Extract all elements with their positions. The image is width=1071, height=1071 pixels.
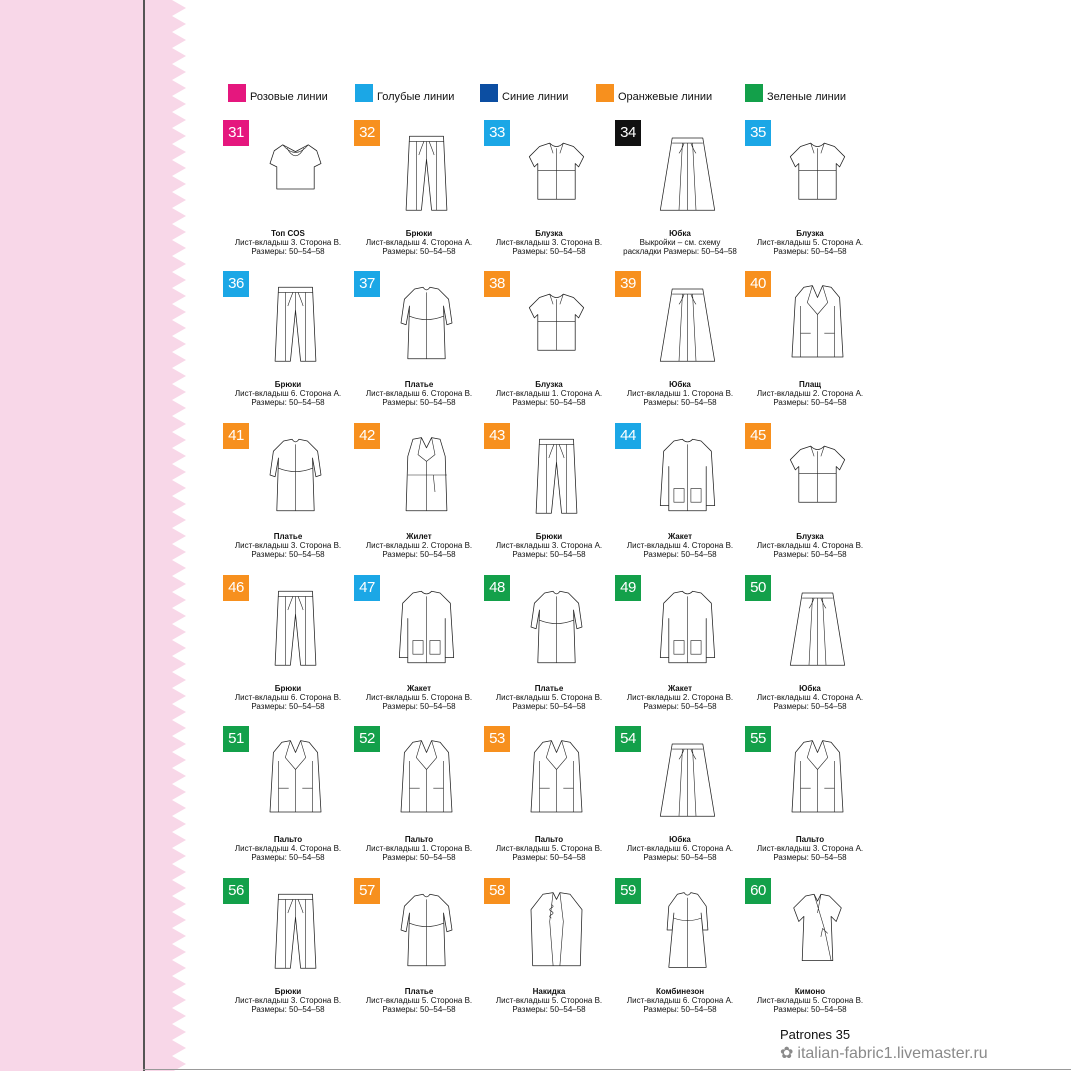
legend-label: Зеленые линии	[767, 91, 847, 103]
vest-icon	[384, 425, 469, 525]
magazine-name: Patrones	[780, 1027, 833, 1042]
pattern-item	[354, 423, 474, 563]
item-insert-sheet: Лист-вкладыш 4. Сторона А.	[365, 238, 473, 247]
item-sizes: Размеры: 50–54–58	[512, 550, 586, 559]
item-number-badge: 37	[354, 271, 380, 297]
pattern-item	[615, 575, 735, 715]
item-caption	[223, 835, 353, 862]
pattern-item	[484, 423, 604, 563]
pattern-item	[223, 878, 343, 1018]
legend-label: Синие линии	[502, 91, 569, 103]
item-caption	[354, 380, 484, 407]
legend-swatch	[745, 84, 763, 102]
coat-icon	[514, 728, 599, 828]
item-caption	[615, 835, 745, 862]
pattern-item	[745, 878, 865, 1018]
legend-label: Голубые линии	[377, 91, 455, 103]
item-caption	[745, 532, 875, 559]
pattern-item	[223, 423, 343, 563]
trousers-icon	[514, 425, 599, 525]
item-caption	[615, 532, 745, 559]
item-caption	[484, 684, 614, 711]
item-name: Юбка	[669, 229, 691, 238]
item-insert-sheet: Лист-вкладыш 6. Сторона В.	[234, 693, 342, 702]
item-name: Жакет	[667, 532, 693, 541]
pink-zigzag-border	[0, 0, 190, 1071]
item-caption	[354, 835, 484, 862]
item-name: Топ COS	[271, 229, 305, 238]
blouse-icon	[775, 425, 860, 525]
top-icon	[253, 122, 338, 222]
item-number-badge: 44	[615, 423, 641, 449]
item-name: Пальто	[404, 835, 434, 844]
item-caption	[223, 532, 353, 559]
item-insert-sheet: Лист-вкладыш 4. Сторона А.	[756, 693, 864, 702]
pattern-item	[615, 423, 735, 563]
item-name: Блузка	[535, 229, 563, 238]
blouse-icon	[775, 122, 860, 222]
item-caption	[354, 229, 484, 256]
skirt-icon	[775, 577, 860, 677]
item-sizes: Размеры: 50–54–58	[382, 1005, 456, 1014]
item-number-badge: 50	[745, 575, 771, 601]
item-name: Юбка	[669, 835, 691, 844]
page-bottom-line	[143, 1069, 1071, 1070]
item-caption	[615, 229, 745, 256]
item-insert-sheet: Лист-вкладыш 3. Сторона А.	[756, 844, 864, 853]
item-insert-sheet: Лист-вкладыш 4. Сторона В.	[756, 541, 864, 550]
item-caption	[745, 835, 875, 862]
item-number-badge: 57	[354, 878, 380, 904]
legend-item	[596, 84, 712, 102]
item-sizes: раскладки Размеры: 50–54–58	[623, 247, 737, 256]
item-sizes: Размеры: 50–54–58	[251, 247, 325, 256]
item-name: Блузка	[535, 380, 563, 389]
item-insert-sheet: Лист-вкладыш 5. Сторона В.	[365, 996, 473, 1005]
item-insert-sheet: Лист-вкладыш 6. Сторона В.	[365, 389, 473, 398]
item-number-badge: 32	[354, 120, 380, 146]
item-sizes: Размеры: 50–54–58	[643, 1005, 717, 1014]
pattern-item	[484, 726, 604, 866]
item-insert-sheet: Выкройки – см. схему	[639, 238, 721, 247]
item-name: Блузка	[796, 532, 824, 541]
item-caption	[484, 229, 614, 256]
item-number-badge: 48	[484, 575, 510, 601]
item-number-badge: 46	[223, 575, 249, 601]
pattern-item	[354, 271, 474, 411]
item-caption	[615, 684, 745, 711]
dress-icon	[384, 273, 469, 373]
pattern-item	[354, 120, 474, 260]
item-insert-sheet: Лист-вкладыш 3. Сторона В.	[234, 541, 342, 550]
legend-swatch	[228, 84, 246, 102]
legend-label: Розовые линии	[250, 91, 328, 103]
legend-swatch	[355, 84, 373, 102]
item-sizes: Размеры: 50–54–58	[773, 398, 847, 407]
item-sizes: Размеры: 50–54–58	[643, 550, 717, 559]
pattern-item	[615, 271, 735, 411]
item-sizes: Размеры: 50–54–58	[251, 1005, 325, 1014]
pattern-item	[354, 726, 474, 866]
item-name: Пальто	[534, 835, 564, 844]
item-insert-sheet: Лист-вкладыш 5. Сторона В.	[495, 844, 603, 853]
legend-label: Оранжевые линии	[618, 91, 713, 103]
skirt-icon	[645, 122, 730, 222]
pattern-item	[484, 575, 604, 715]
item-insert-sheet: Лист-вкладыш 3. Сторона В.	[234, 238, 342, 247]
jacket-icon	[384, 577, 469, 677]
pattern-item	[745, 423, 865, 563]
item-sizes: Размеры: 50–54–58	[643, 702, 717, 711]
item-insert-sheet: Лист-вкладыш 2. Сторона В.	[626, 693, 734, 702]
item-caption	[615, 987, 745, 1014]
item-sizes: Размеры: 50–54–58	[643, 853, 717, 862]
item-caption	[484, 380, 614, 407]
watermark-text: italian-fabric1.livemaster.ru	[797, 1045, 988, 1062]
item-caption	[354, 684, 484, 711]
jacket-icon	[645, 577, 730, 677]
trousers-icon	[253, 880, 338, 980]
item-name: Брюки	[405, 229, 433, 238]
item-caption	[484, 835, 614, 862]
item-insert-sheet: Лист-вкладыш 6. Сторона А.	[234, 389, 342, 398]
item-number-badge: 34	[615, 120, 641, 146]
item-number-badge: 38	[484, 271, 510, 297]
item-number-badge: 56	[223, 878, 249, 904]
trousers-icon	[253, 273, 338, 373]
item-caption	[745, 987, 875, 1014]
item-caption	[223, 987, 353, 1014]
item-caption	[745, 684, 875, 711]
trousers-icon	[384, 122, 469, 222]
item-name: Брюки	[274, 684, 302, 693]
item-name: Брюки	[274, 987, 302, 996]
legend-swatch	[480, 84, 498, 102]
item-caption	[615, 380, 745, 407]
coat-icon	[384, 728, 469, 828]
item-sizes: Размеры: 50–54–58	[773, 1005, 847, 1014]
item-name: Пальто	[795, 835, 825, 844]
item-insert-sheet: Лист-вкладыш 4. Сторона В.	[234, 844, 342, 853]
item-caption	[354, 987, 484, 1014]
pattern-item	[354, 878, 474, 1018]
legend-swatch	[596, 84, 614, 102]
coat-icon	[775, 728, 860, 828]
item-sizes: Размеры: 50–54–58	[773, 550, 847, 559]
item-insert-sheet: Лист-вкладыш 6. Сторона А.	[626, 844, 734, 853]
item-sizes: Размеры: 50–54–58	[382, 853, 456, 862]
legend-item	[228, 84, 328, 102]
item-name: Брюки	[535, 532, 563, 541]
item-name: Плащ	[798, 380, 822, 389]
item-number-badge: 47	[354, 575, 380, 601]
item-insert-sheet: Лист-вкладыш 5. Сторона В.	[756, 996, 864, 1005]
pattern-item	[745, 575, 865, 715]
item-caption	[745, 229, 875, 256]
legend-item	[745, 84, 846, 102]
item-insert-sheet: Лист-вкладыш 3. Сторона А.	[495, 541, 603, 550]
item-sizes: Размеры: 50–54–58	[512, 1005, 586, 1014]
pattern-item	[223, 120, 343, 260]
watermark	[780, 1043, 988, 1063]
item-name: Жакет	[406, 684, 432, 693]
item-insert-sheet: Лист-вкладыш 5. Сторона В.	[495, 996, 603, 1005]
item-insert-sheet: Лист-вкладыш 2. Сторона А.	[756, 389, 864, 398]
dress-icon	[253, 425, 338, 525]
item-number-badge: 52	[354, 726, 380, 752]
item-number-badge: 36	[223, 271, 249, 297]
item-name: Жакет	[667, 684, 693, 693]
item-number-badge: 35	[745, 120, 771, 146]
item-insert-sheet: Лист-вкладыш 1. Сторона А.	[495, 389, 603, 398]
item-number-badge: 40	[745, 271, 771, 297]
item-sizes: Размеры: 50–54–58	[773, 247, 847, 256]
pattern-item	[484, 271, 604, 411]
item-insert-sheet: Лист-вкладыш 1. Сторона В.	[626, 389, 734, 398]
flower-icon: ✿	[780, 1045, 794, 1062]
item-sizes: Размеры: 50–54–58	[251, 702, 325, 711]
item-name: Платье	[404, 380, 434, 389]
item-number-badge: 49	[615, 575, 641, 601]
item-sizes: Размеры: 50–54–58	[251, 550, 325, 559]
item-insert-sheet: Лист-вкладыш 6. Сторона А.	[626, 996, 734, 1005]
item-number-badge: 55	[745, 726, 771, 752]
item-name: Блузка	[796, 229, 824, 238]
item-caption	[484, 532, 614, 559]
pattern-item	[484, 878, 604, 1018]
item-name: Платье	[404, 987, 434, 996]
skirt-icon	[645, 728, 730, 828]
item-insert-sheet: Лист-вкладыш 5. Сторона А.	[756, 238, 864, 247]
item-name: Платье	[273, 532, 303, 541]
pattern-item	[745, 271, 865, 411]
pattern-item	[223, 271, 343, 411]
pattern-item	[615, 726, 735, 866]
item-caption	[354, 532, 484, 559]
item-insert-sheet: Лист-вкладыш 5. Сторона В.	[365, 693, 473, 702]
skirt-icon	[645, 273, 730, 373]
item-insert-sheet: Лист-вкладыш 4. Сторона В.	[626, 541, 734, 550]
item-insert-sheet: Лист-вкладыш 1. Сторона В.	[365, 844, 473, 853]
item-sizes: Размеры: 50–54–58	[251, 853, 325, 862]
item-number-badge: 45	[745, 423, 771, 449]
legend-item	[480, 84, 568, 102]
coat-icon	[775, 273, 860, 373]
item-sizes: Размеры: 50–54–58	[382, 702, 456, 711]
item-sizes: Размеры: 50–54–58	[773, 702, 847, 711]
item-name: Пальто	[273, 835, 303, 844]
item-name: Комбинезон	[655, 987, 705, 996]
item-insert-sheet: Лист-вкладыш 3. Сторона В.	[234, 996, 342, 1005]
item-sizes: Размеры: 50–54–58	[512, 247, 586, 256]
item-sizes: Размеры: 50–54–58	[512, 853, 586, 862]
item-name: Юбка	[669, 380, 691, 389]
item-insert-sheet: Лист-вкладыш 2. Сторона В.	[365, 541, 473, 550]
page-footer	[780, 1027, 850, 1042]
page-number: 35	[835, 1027, 851, 1042]
kimono-icon	[775, 880, 860, 980]
item-name: Юбка	[799, 684, 821, 693]
item-number-badge: 42	[354, 423, 380, 449]
item-caption	[223, 684, 353, 711]
trousers-icon	[253, 577, 338, 677]
pattern-item	[615, 120, 735, 260]
item-caption	[745, 380, 875, 407]
item-caption	[223, 380, 353, 407]
item-name: Накидка	[532, 987, 566, 996]
item-insert-sheet: Лист-вкладыш 5. Сторона В.	[495, 693, 603, 702]
item-caption	[484, 987, 614, 1014]
item-sizes: Размеры: 50–54–58	[643, 398, 717, 407]
jacket-icon	[645, 425, 730, 525]
legend-item	[355, 84, 454, 102]
item-sizes: Размеры: 50–54–58	[251, 398, 325, 407]
pattern-item	[354, 575, 474, 715]
dress-icon	[514, 577, 599, 677]
item-number-badge: 54	[615, 726, 641, 752]
pattern-item	[223, 575, 343, 715]
item-number-badge: 60	[745, 878, 771, 904]
item-sizes: Размеры: 50–54–58	[382, 398, 456, 407]
cape-icon	[514, 880, 599, 980]
item-sizes: Размеры: 50–54–58	[512, 398, 586, 407]
pattern-item	[223, 726, 343, 866]
item-number-badge: 33	[484, 120, 510, 146]
item-name: Кимоно	[794, 987, 826, 996]
item-insert-sheet: Лист-вкладыш 3. Сторона В.	[495, 238, 603, 247]
item-sizes: Размеры: 50–54–58	[512, 702, 586, 711]
blouse-icon	[514, 273, 599, 373]
item-number-badge: 43	[484, 423, 510, 449]
page-edge-line	[143, 0, 145, 1071]
item-number-badge: 39	[615, 271, 641, 297]
pattern-item	[615, 878, 735, 1018]
blouse-icon	[514, 122, 599, 222]
item-sizes: Размеры: 50–54–58	[382, 247, 456, 256]
pattern-item	[745, 726, 865, 866]
pattern-item	[745, 120, 865, 260]
item-number-badge: 31	[223, 120, 249, 146]
dress-icon	[384, 880, 469, 980]
item-name: Брюки	[274, 380, 302, 389]
item-name: Платье	[534, 684, 564, 693]
item-number-badge: 59	[615, 878, 641, 904]
item-number-badge: 53	[484, 726, 510, 752]
item-sizes: Размеры: 50–54–58	[382, 550, 456, 559]
pattern-item	[484, 120, 604, 260]
item-sizes: Размеры: 50–54–58	[773, 853, 847, 862]
item-number-badge: 58	[484, 878, 510, 904]
jumpsuit-icon	[645, 880, 730, 980]
item-name: Жилет	[406, 532, 432, 541]
coat-icon	[253, 728, 338, 828]
item-number-badge: 41	[223, 423, 249, 449]
item-caption	[223, 229, 353, 256]
item-number-badge: 51	[223, 726, 249, 752]
